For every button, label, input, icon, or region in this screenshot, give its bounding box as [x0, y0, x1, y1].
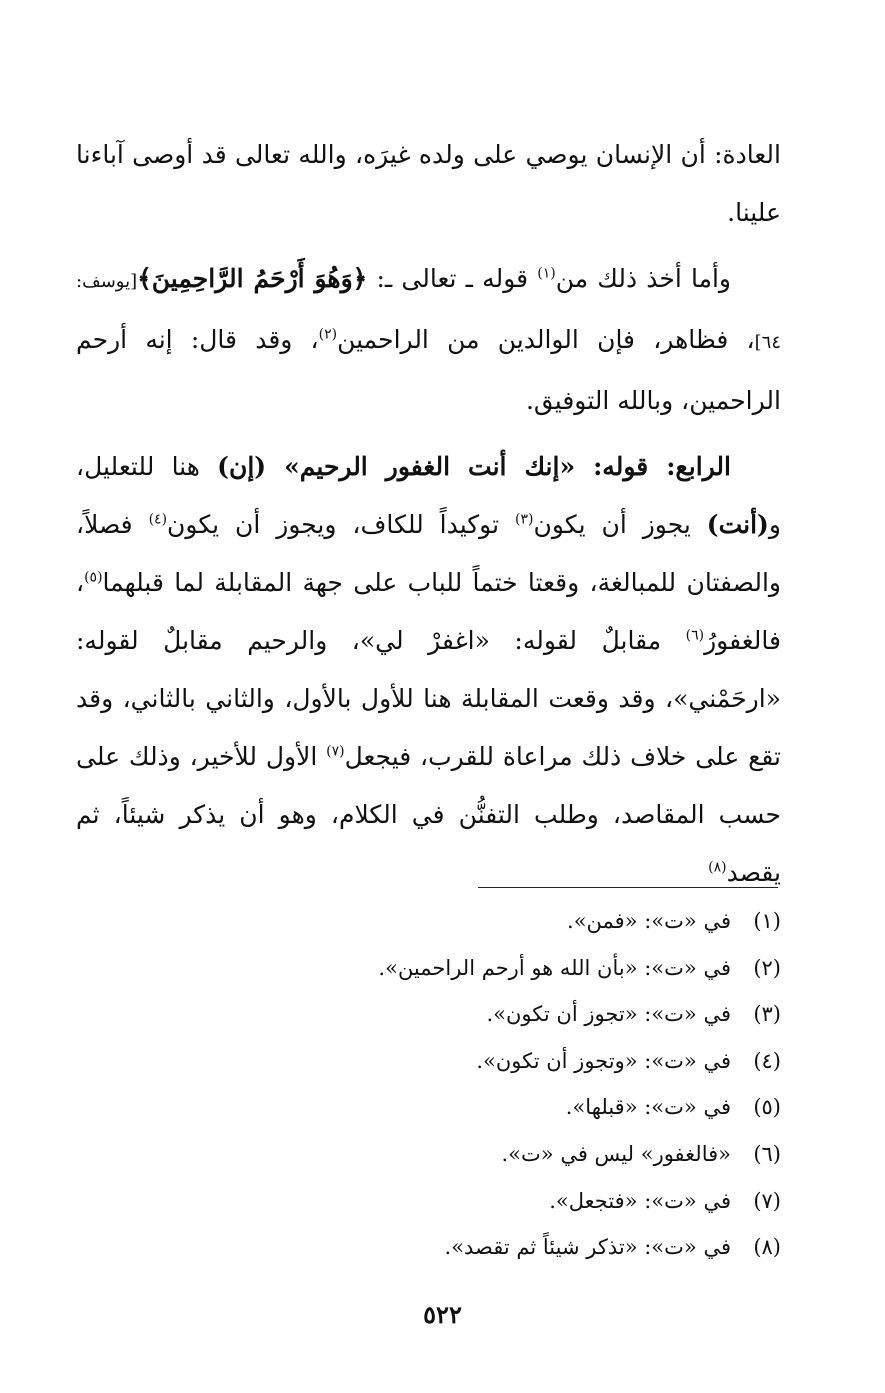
footnote-ref-4: (٤) — [148, 511, 168, 528]
footnote-text: في «ت»: «تجوز أن تكون». — [486, 1002, 731, 1027]
footnote-item — [76, 1043, 781, 1090]
footnote-item — [76, 1089, 781, 1136]
text-segment: هنا للتعليل، و — [76, 452, 781, 539]
text-segment: قوله ـ تعالى ـ: — [367, 264, 538, 293]
footnote-item — [76, 996, 781, 1043]
footnote-number: (٨) — [753, 1235, 781, 1260]
footnote-text: في «ت»: «فمن». — [567, 909, 731, 933]
text-segment: ، وقد قال: إنه أرحم الراحمين، وبالله التوفيق. — [76, 325, 781, 415]
footnote-text: «فالغفور» ليس في «ت». — [501, 1141, 731, 1166]
footnote-separator — [478, 887, 778, 888]
paragraph-3 — [76, 438, 781, 902]
footnote-ref-7: (٧) — [326, 743, 345, 760]
footnote-number: (٤) — [753, 1048, 781, 1073]
text-segment: توكيداً للكاف، ويجوز أن يكون — [167, 510, 516, 539]
footnote-ref-8: (٨) — [708, 859, 727, 876]
quran-ayah: ﴿وَهُوَ أَرْحَمُ الرَّاحِمِينَ﴾ — [137, 264, 368, 293]
footnote-item — [76, 1136, 781, 1183]
footnote-number: (٧) — [753, 1188, 781, 1213]
footnote-item — [76, 1229, 781, 1276]
footnote-number: (٥) — [753, 1095, 781, 1120]
footnote-text: في «ت»: «تذكر شيئاً ثم تقصد». — [444, 1235, 731, 1260]
main-text — [76, 126, 781, 910]
page-number: ٥٢٢ — [423, 1300, 462, 1329]
paragraph-1-text: العادة: أن الإنسان يوصي على ولده غيرَه، والله تعالى قد أوصى آباءنا علينا. — [76, 140, 781, 227]
footnote-number: (٦) — [753, 1141, 781, 1166]
paragraph-1 — [76, 126, 781, 242]
footnote-ref-3: (٣) — [515, 511, 534, 528]
section-heading-bold: الرابع: قوله: «إنك أنت الغفور الرحيم» (إن) — [217, 452, 731, 481]
ayah-reference: [يوسف: ٦٤] — [76, 271, 781, 353]
footnote-ref-2: (٢) — [318, 326, 338, 343]
footnote-number: (٢) — [753, 955, 781, 980]
text-segment: ، فظاهر، فإن الوالدين من الراحمين — [337, 325, 755, 354]
footnote-item — [76, 950, 781, 997]
text-segment: الأول للأخير، وذلك على حسب المقاصد، وطلب التفنُّن في الكلام، وهو أن يذكر شيئاً، ثم يقصد — [76, 742, 781, 887]
footnote-number: (١) — [753, 909, 781, 933]
text-segment: مقابلٌ لقوله: «اغفرْ لي»، والرحيم مقابلٌ لقوله: «ارحَمْني»، وقد وقعت المقابلة هنا للأول بالأول، والثاني بالثاني، وقد تقع على خلاف ذلك مراعاة للقرب، فيجعل — [76, 626, 782, 771]
text-segment: وأما أخذ ذلك من — [555, 264, 731, 293]
footnote-text: في «ت»: «وتجوز أن تكون». — [476, 1048, 731, 1073]
footnote-ref-5: (٥) — [84, 569, 103, 586]
footnote-ref-6: (٦) — [685, 627, 705, 644]
footnote-item — [76, 903, 781, 950]
text-segment: فصلاً، والصفتان للمبالغة، وقعتا ختماً للباب على جهة المقابلة لما قبلهما — [76, 510, 781, 597]
text-segment: ، فالغفورُ — [76, 568, 781, 655]
footnote-item — [76, 1183, 781, 1230]
bold-term: (أنت) — [706, 510, 769, 539]
footnote-ref-1: (١) — [537, 265, 556, 282]
footnote-text: في «ت»: «بأن الله هو أرحم الراحمين». — [378, 955, 731, 980]
footnotes — [76, 903, 781, 1276]
footnote-text: في «ت»: «فتجعل». — [549, 1188, 731, 1213]
footnote-text: في «ت»: «قبلها». — [565, 1095, 731, 1120]
footnote-number: (٣) — [753, 1002, 781, 1027]
paragraph-2 — [76, 250, 781, 430]
text-segment: يجوز أن يكون — [533, 510, 707, 539]
